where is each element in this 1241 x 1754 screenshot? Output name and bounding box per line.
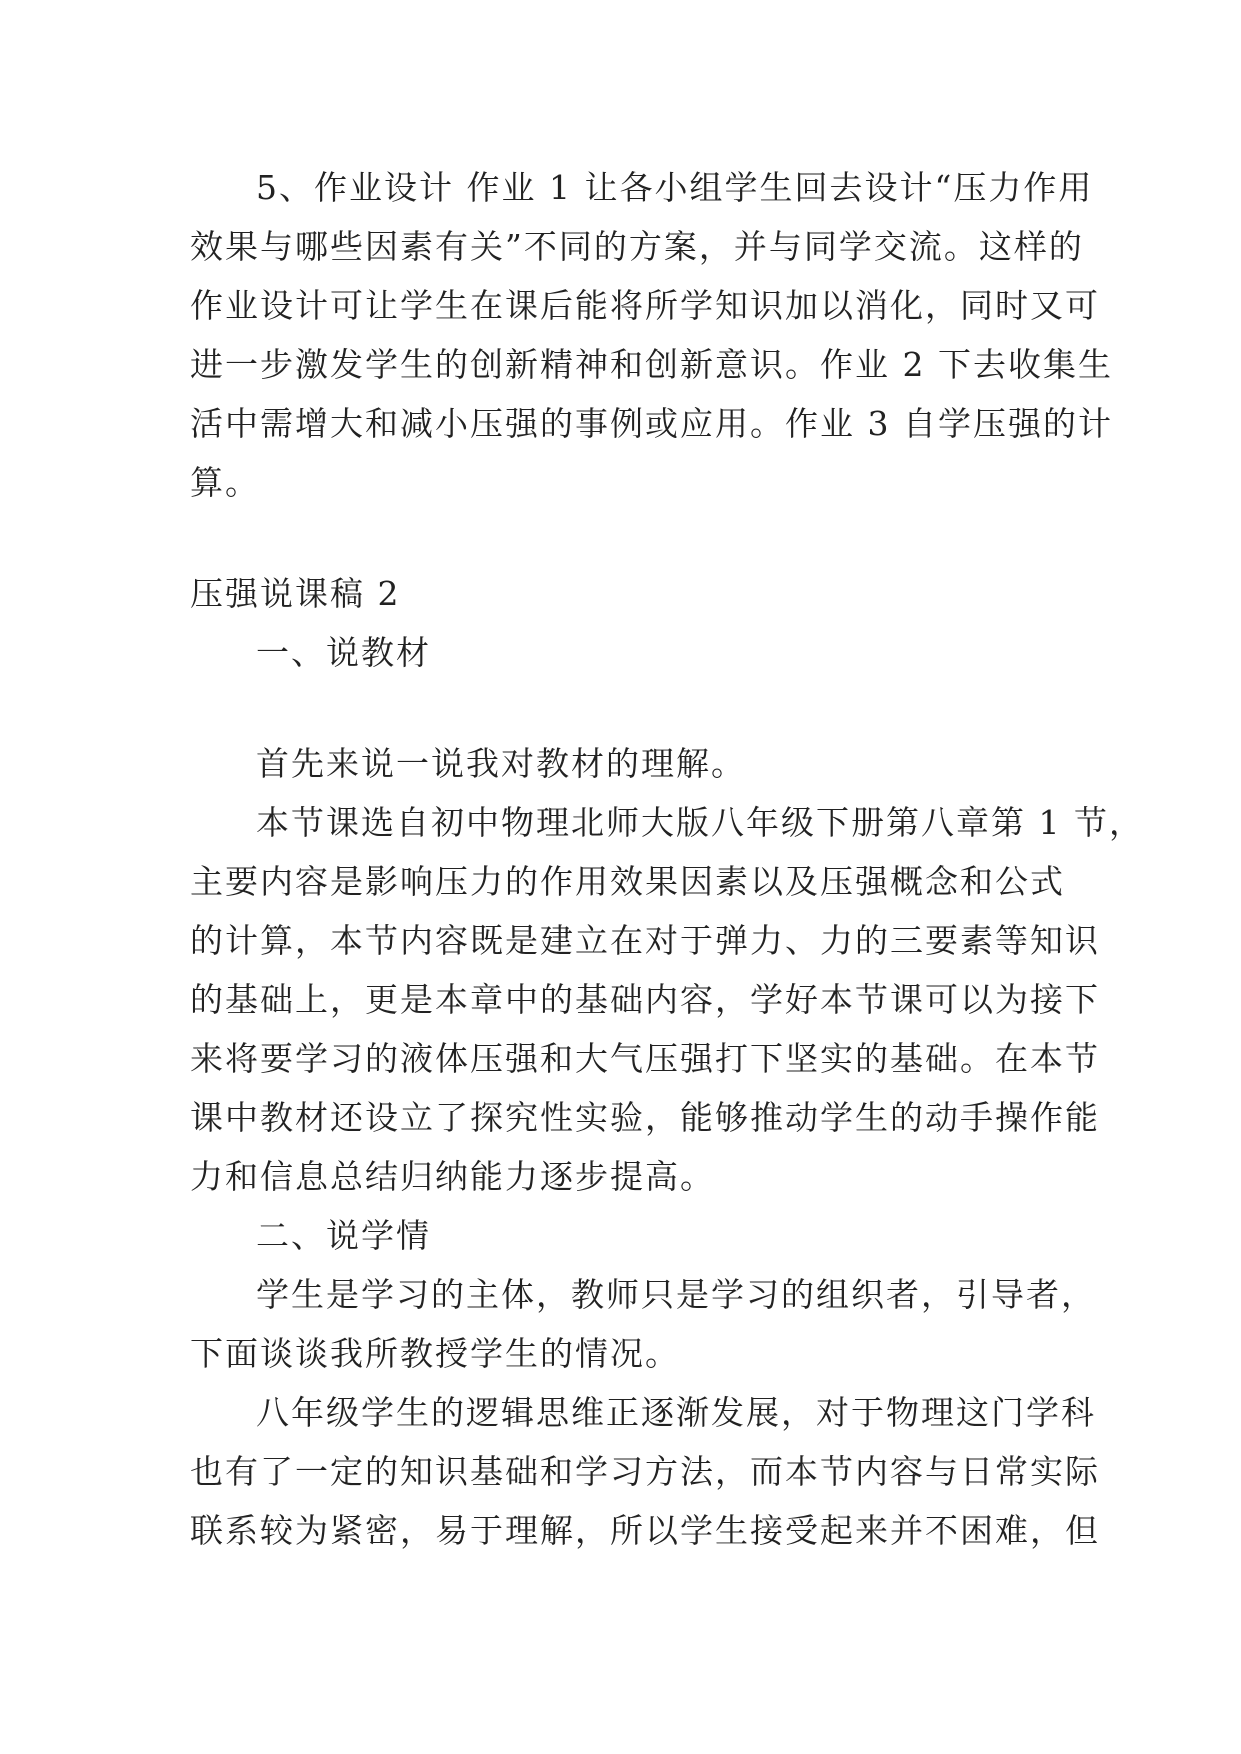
text-line: 进一步激发学生的创新精神和创新意识。作业 2 下去收集生 <box>190 345 1113 384</box>
text-line: 算。 <box>190 463 260 502</box>
text-line: 主要内容是影响压力的作用效果因素以及压强概念和公式 <box>190 862 1065 901</box>
text-line: 的计算，本节内容既是建立在对于弹力、力的三要素等知识 <box>190 921 1100 960</box>
text-line: 来将要学习的液体压强和大气压强打下坚实的基础。在本节 <box>190 1039 1100 1078</box>
text-line: 联系较为紧密，易于理解，所以学生接受起来并不困难，但 <box>190 1511 1100 1550</box>
text-line: 5、作业设计 作业 1 让各小组学生回去设计“压力作用 <box>256 168 1094 207</box>
heading-textbook: 一、说教材 <box>256 633 431 672</box>
section-title: 压强说课稿 2 <box>190 574 401 613</box>
text-line: 的基础上，更是本章中的基础内容，学好本节课可以为接下 <box>190 980 1100 1019</box>
text-line: 首先来说一说我对教材的理解。 <box>256 744 746 783</box>
text-line: 活中需增大和减小压强的事例或应用。作业 3 自学压强的计 <box>190 404 1113 443</box>
text-line: 效果与哪些因素有关”不同的方案，并与同学交流。这样的 <box>190 227 1084 266</box>
text-line: 本节课选自初中物理北师大版八年级下册第八章第 1 节， <box>256 803 1144 842</box>
text-line: 八年级学生的逻辑思维正逐渐发展，对于物理这门学科 <box>256 1393 1096 1432</box>
text-line: 作业设计可让学生在课后能将所学知识加以消化，同时又可 <box>190 286 1100 325</box>
text-line: 学生是学习的主体，教师只是学习的组织者，引导者， <box>256 1275 1096 1314</box>
heading-students: 二、说学情 <box>256 1216 431 1255</box>
text-line: 下面谈谈我所教授学生的情况。 <box>190 1334 680 1373</box>
text-line: 也有了一定的知识基础和学习方法，而本节内容与日常实际 <box>190 1452 1100 1491</box>
text-line: 力和信息总结归纳能力逐步提高。 <box>190 1157 715 1196</box>
text-line: 课中教材还设立了探究性实验，能够推动学生的动手操作能 <box>190 1098 1100 1137</box>
